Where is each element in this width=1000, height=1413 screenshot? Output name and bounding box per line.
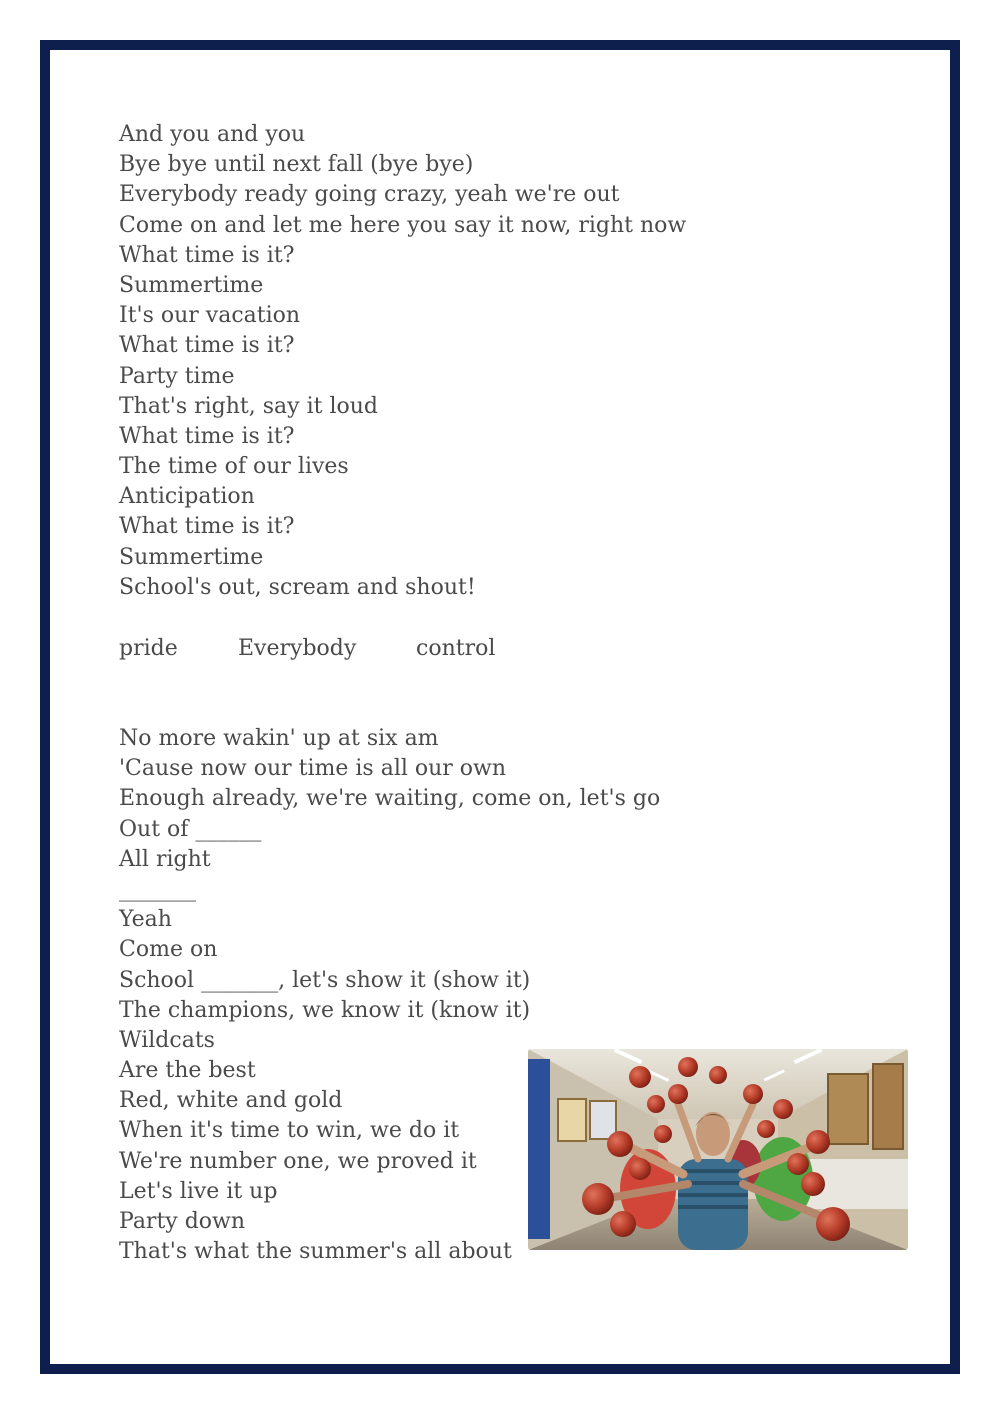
lyric-line: No more wakin' up at six am (119, 726, 439, 751)
lyric-line: That's what the summer's all about (119, 1239, 512, 1265)
lyric-line: Come on and let me here you say it now, right now (119, 212, 687, 238)
lyric-line: Yeah (119, 907, 172, 933)
lyric-line: That's right, say it loud (119, 393, 378, 419)
lyrics-part1 (119, 120, 686, 603)
lyric-line: Anticipation (119, 484, 255, 510)
lyric-line: Summertime (119, 544, 264, 570)
school-hallway-basketball-image (528, 1049, 908, 1250)
lyric-line: Summertime (119, 272, 264, 298)
lyric-line: When it's time to win, we do it (119, 1118, 460, 1144)
lyric-line: Are the best (119, 1058, 256, 1084)
lyric-line: What time is it? (119, 423, 295, 449)
word-bank-item[interactable]: Everybody (238, 636, 357, 661)
lyric-line: Party down (119, 1209, 246, 1234)
lyric-line: The time of our lives (119, 454, 349, 480)
lyric-line-blank[interactable]: Out of ______ (119, 816, 262, 842)
movie-scene-photo (528, 1049, 908, 1250)
lyric-line-blank[interactable]: _______ (119, 876, 196, 902)
lyric-line: What time is it? (119, 242, 295, 268)
lyric-line: All right (119, 846, 211, 872)
lyric-line: We're number one, we proved it (119, 1148, 477, 1174)
lyric-line: Party time (119, 363, 235, 389)
lyric-line: Everybody ready going crazy, yeah we're out (119, 182, 620, 208)
lyric-line: Come on (119, 937, 218, 963)
lyric-line: Red, white and gold (119, 1088, 343, 1114)
lyric-line: Let's live it up (119, 1178, 278, 1204)
lyric-line: 'Cause now our time is all our own (119, 756, 507, 782)
lyric-line: The champions, we know it (know it) (119, 997, 531, 1023)
lyric-line-blank[interactable]: School _______, let's show it (show it) (119, 967, 531, 993)
lyric-line: And you and you (119, 122, 306, 147)
lyric-line: What time is it? (119, 333, 295, 359)
lyric-line: Wildcats (119, 1027, 215, 1053)
lyric-line: It's our vacation (119, 303, 301, 329)
word-bank-item[interactable]: pride (119, 636, 178, 661)
lyric-line: What time is it? (119, 514, 295, 540)
lyric-line: Bye bye until next fall (bye bye) (119, 152, 474, 178)
lyric-line: Enough already, we're waiting, come on, let's go (119, 786, 661, 812)
word-bank-item[interactable]: control (416, 636, 496, 661)
lyric-line: School's out, scream and shout! (119, 574, 476, 600)
